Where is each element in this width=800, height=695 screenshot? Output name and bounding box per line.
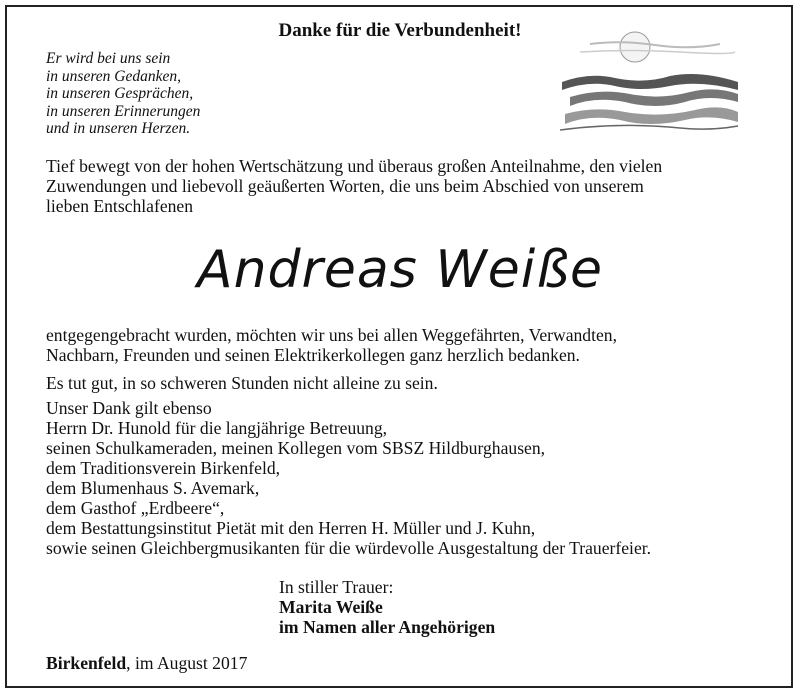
after-name-line: entgegengebracht wurden, möchten wir uns bei allen Weggefährten, Verwandten, xyxy=(46,325,617,345)
date: , im August 2017 xyxy=(126,653,248,673)
poem-line: in unseren Gedanken, xyxy=(46,67,182,85)
thanks-line: Unser Dank gilt ebenso xyxy=(46,398,212,418)
after-name-line: Nachbarn, Freunden und seinen Elektrikerkollegen ganz herzlich bedanken. xyxy=(46,345,580,365)
thanks-line: dem Blumenhaus S. Avemark, xyxy=(46,478,260,498)
comfort-line: Es tut gut, in so schweren Stunden nicht alleine zu sein. xyxy=(46,373,438,393)
deceased-name: Andreas Weiße xyxy=(197,240,603,300)
notice-title: Danke für die Verbundenheit! xyxy=(278,20,522,41)
thanks-line: sowie seinen Gleichbergmusikanten für die würdevolle Ausgestaltung der Trauerfeier. xyxy=(46,538,652,558)
intro-line: Tief bewegt von der hohen Wertschätzung und überaus großen Anteilnahme, den vielen xyxy=(46,156,663,176)
poem-line: und in unseren Herzen. xyxy=(46,120,191,137)
thanks-line: dem Gasthof „Erdbeere“, xyxy=(46,498,225,518)
signature-family: im Namen aller Angehörigen xyxy=(279,617,496,637)
intro-line: Zuwendungen und liebevoll geäußerten Worten, die uns beim Abschied von unserem xyxy=(46,176,644,196)
moon-landscape-illustration xyxy=(560,22,740,137)
poem-line: Er wird bei uns sein xyxy=(46,50,171,67)
intro-paragraph xyxy=(46,156,662,216)
signature xyxy=(279,577,495,637)
thanks-line: dem Traditionsverein Birkenfeld, xyxy=(46,458,281,478)
poem-line: in unseren Gesprächen, xyxy=(46,85,194,102)
thanks-list xyxy=(46,398,651,558)
signature-intro: In stiller Trauer: xyxy=(279,577,394,597)
thanks-line: Herrn Dr. Hunold für die langjährige Betreuung, xyxy=(46,418,388,438)
thanks-line: seinen Schulkameraden, meinen Kollegen vom SBSZ Hildburghausen, xyxy=(46,438,546,458)
intro-line: lieben Entschlafenen xyxy=(46,196,194,216)
poem xyxy=(46,50,200,138)
place-date xyxy=(46,653,247,673)
poem-line: in unseren Erinnerungen xyxy=(46,102,201,120)
signature-name: Marita Weiße xyxy=(279,597,383,617)
after-name-paragraph xyxy=(46,325,617,365)
place: Birkenfeld xyxy=(46,653,127,673)
thanks-line: dem Bestattungsinstitut Pietät mit den Herren H. Müller und J. Kuhn, xyxy=(46,518,536,538)
